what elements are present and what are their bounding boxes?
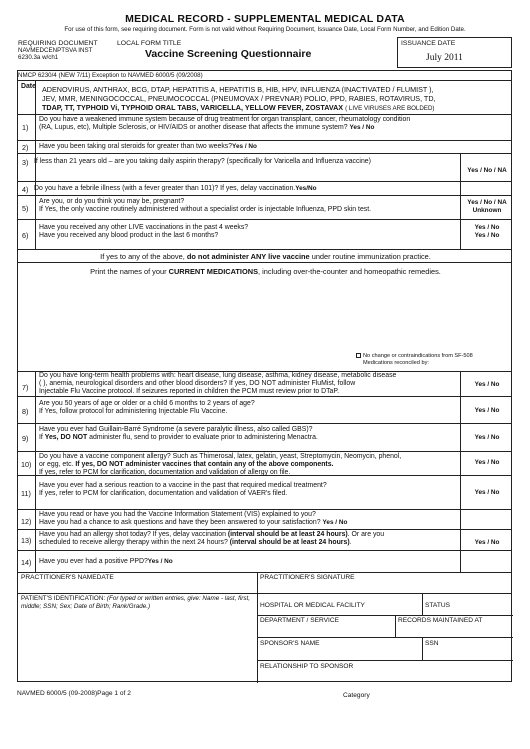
q13-line1: [39, 531, 459, 539]
q6-answer-line1: Yes / No: [474, 224, 500, 231]
records-maintained-label: RECORDS MAINTAINED AT: [398, 617, 483, 624]
q6-answer[interactable]: [461, 224, 513, 240]
vaccine-list-line2: JEV, MMR, MENINGOCOCCAL, PNEUMOCOCCAL (PNEUMOVAX / PREVNAR) POLIO, PPD, RABIES, ROTAVIRUS, TD,: [42, 94, 436, 103]
q6-line1: Have you received any other LIVE vaccinations in the past 4 weeks?: [39, 224, 249, 231]
q2-answer[interactable]: Yes / No: [232, 143, 257, 150]
sponsor-name-label: SPONSOR'S NAME: [260, 640, 320, 647]
medications-reconciled: [356, 353, 473, 367]
q9-line2-pre: If: [39, 434, 45, 441]
q9-answer[interactable]: Yes / No: [474, 434, 500, 441]
notice-bold: do not administer ANY live vaccine: [186, 252, 310, 261]
form-instruction: For use of this form, see requiring document. Form is not valid without Requiring Document, Issuance Date, Local Form Number, and Edition Date.: [64, 26, 466, 33]
q10-answer[interactable]: Yes / No: [474, 459, 500, 466]
q9-line1: Have you ever had Guillain-Barré Syndrome (a severe paralytic illness, also called GBS)?: [39, 426, 313, 433]
q1-line2: [39, 124, 459, 132]
q6-line2: Have you received any blood product in the last 6 months?: [39, 232, 219, 239]
q14-text: [39, 558, 173, 566]
q8-text: [39, 400, 459, 416]
q13-line2-pre: scheduled to receive allergy therapy within the next 24 hours?: [39, 539, 230, 546]
q9-line2-post: administer flu, send to provider to evaluate prior to administering Menactra.: [87, 434, 318, 441]
live-virus-note: ( LIVE VIRUSES ARE BOLDED): [345, 105, 435, 112]
q1-text: [39, 116, 459, 132]
q10-number: 10): [21, 460, 32, 469]
ssn-label: SSN: [425, 640, 439, 647]
q12-line2-text: Have you had a chance to ask questions and have they been answered to your satisfaction?: [39, 519, 321, 526]
q13-line1-bold: (interval should be at least 24 hours): [227, 531, 348, 538]
category-label: Category: [343, 692, 370, 699]
form-number: NAVMED 6000/5 (09-2008): [17, 690, 98, 697]
q5-answer-line1: Yes / No / NA: [467, 199, 507, 206]
questionnaire-title: Vaccine Screening Questionnaire: [145, 48, 312, 60]
q12-answer[interactable]: Yes / No: [322, 519, 348, 526]
q13-line1-pre: Have you had an allergy shot today? If yes, delay vaccination: [39, 531, 228, 538]
q12-line2: [39, 519, 459, 527]
q13-line1-post: . Or are you: [347, 531, 385, 538]
q1-answer[interactable]: Yes / No: [349, 124, 375, 131]
hospital-label: HOSPITAL OR MEDICAL FACILITY: [260, 602, 365, 609]
live-vaccine-notice: [18, 253, 513, 261]
notice-post: under routine immunization practice.: [309, 252, 431, 261]
q11-number: 11): [21, 489, 31, 498]
q13-line2-post: .: [349, 539, 352, 546]
requiring-document-line3: 6230.3a w/ch1: [18, 54, 59, 61]
q2-number: 2): [22, 143, 29, 152]
meds-post: , including over-the-counter and homeopathic remedies.: [258, 267, 441, 276]
vaccine-list-line3-row: [42, 103, 512, 113]
meds-pre: Print the names of your: [90, 267, 169, 276]
q8-answer[interactable]: Yes / No: [474, 407, 500, 414]
q6-answer-line2: Yes / No: [474, 232, 500, 239]
nmcp-reference: NMCP 6230/4 (NEW 7/11) Exception to NAVMED 6000/5 (09/2008): [18, 72, 203, 79]
q13-line2: [39, 539, 459, 547]
no-change-row: [356, 353, 473, 360]
no-change-label: No change or contraindications from SF-508: [363, 353, 473, 359]
q5-line2: If Yes, the only vaccine routinely administered without a specialist order is injectable Influenza, PPD skin test.: [39, 206, 372, 213]
reconciled-by-label: Medications reconciled by:: [363, 360, 429, 366]
q13-number: 13): [21, 536, 32, 545]
q13-text: [39, 531, 459, 547]
patient-id-hint: (For typed or written entries, give: Name - last, first, middle; SSN; Sex; Date of Birth; Rank/Grade.): [21, 595, 250, 610]
q7-line3: Injectable Flu Vaccine protocol. If seizures reported in children the PCM must review prior to DTaP.: [39, 388, 340, 395]
form-footer: [17, 690, 131, 697]
q14-answer[interactable]: Yes / No: [147, 558, 173, 565]
vaccine-list: [42, 85, 512, 113]
notice-pre: If yes to any of the above,: [100, 252, 187, 261]
q10-text: [39, 453, 459, 477]
q11-text: [39, 482, 459, 498]
q6-number: 6): [22, 231, 29, 240]
local-form-title-label: LOCAL FORM TITLE: [117, 40, 182, 47]
q9-line2-bold: Yes, DO NOT: [44, 434, 88, 441]
q9-text: [39, 426, 459, 442]
q14-number: 14): [21, 558, 32, 567]
no-change-checkbox[interactable]: [356, 353, 361, 358]
issuance-date-label: ISSUANCE DATE: [401, 40, 456, 47]
q8-line1: Are you 50 years of age or older or a child 6 months to 2 years of age?: [39, 400, 255, 407]
q8-number: 8): [22, 407, 29, 416]
page-number: Page 1 of 2: [97, 690, 131, 697]
department-label: DEPARTMENT / SERVICE: [260, 617, 340, 624]
q13-line2-bold: (interval should be at least 24 hours): [229, 539, 350, 546]
q5-number: 5): [22, 204, 29, 213]
q10-line2-pre: or egg, etc.: [39, 461, 76, 468]
q5-answer[interactable]: [461, 199, 513, 215]
vaccine-list-line3: TDAP, TT, TYPHOID Vi, TYPHOID ORAL TABS, VARICELLA, YELLOW FEVER, ZOSTAVAX: [42, 103, 344, 112]
q4-answer[interactable]: Yes/No: [295, 185, 317, 192]
q11-line1: Have you ever had a serious reaction to a vaccine in the past that required medical treatment?: [39, 482, 327, 489]
q11-line2: If yes, refer to PCM for clarification, documentation and validation of VAER's filed.: [39, 490, 288, 497]
q4-line1: Do you have a febrile illness (with a fever greater than 101)? If yes, delay vaccination.: [34, 185, 296, 192]
q9-number: 9): [22, 434, 29, 443]
vaccine-list-line1: ADENOVIRUS, ANTHRAX, BCG, DTAP, HEPATITIS A, HEPATITIS B, HIB, HPV, INFLUENZA (INACTIVATED / FLUMIST ),: [42, 85, 434, 94]
q14-line1: Have you ever had a positive PPD?: [39, 558, 148, 565]
q5-answer-line2: Unknown: [472, 207, 502, 214]
q10-line2-bold: If yes, DO NOT administer vaccines that contain any of the above components.: [75, 461, 334, 468]
requiring-document-line2: NAVMEDCENPTSVA INST: [18, 47, 93, 54]
date-label: Date: [21, 83, 36, 90]
issuance-date-value: July 2011: [426, 53, 463, 63]
q7-answer[interactable]: Yes / No: [474, 381, 500, 388]
relationship-label: RELATIONSHIP TO SPONSOR: [260, 663, 354, 670]
issuance-date-box: [397, 37, 512, 68]
q4-text: [34, 185, 317, 193]
q9-line2: [39, 434, 459, 442]
practitioner-name-label: PRACTITIONER'S NAMEDATE: [21, 574, 114, 581]
questionnaire-grid: [17, 70, 512, 682]
q6-text: [39, 224, 459, 240]
q7-text: [39, 372, 459, 396]
q13-answer[interactable]: Yes / No: [474, 539, 500, 546]
q3-answer[interactable]: Yes / No / NA: [467, 167, 507, 174]
q2-text: [39, 143, 257, 151]
status-label: STATUS: [425, 602, 451, 609]
q5-text: [39, 198, 459, 214]
q7-line1: Do you have long-term health problems with: heart disease, lung disease, asthma, kidney disease, metabolic disease: [39, 372, 397, 379]
form-title: MEDICAL RECORD - SUPPLEMENTAL MEDICAL DATA: [125, 13, 405, 25]
q5-line1: Are you, or do you think you may be, pregnant?: [39, 198, 185, 205]
q8-line2: If Yes, follow protocol for administering Injectable Flu Vaccine.: [39, 408, 228, 415]
patient-identification: [21, 595, 251, 610]
practitioner-signature-label: PRACTITIONER'S SIGNATURE: [260, 574, 355, 581]
q12-line1: Have you read or have you had the Vaccine Information Statement (VIS) explained to you?: [39, 511, 316, 518]
q7-line2: ( ), anemia, neurological disorders and other blood disorders? If yes, DO NOT administer FluMist, follow: [39, 380, 356, 387]
q10-line1: Do you have a vaccine component allergy? Such as Thimerosal, latex, gelatin, yeast, Streptomycin, Neomycin, phenol,: [39, 453, 402, 460]
q2-line1: Have you been taking oral steroids for greater than two weeks?: [39, 143, 233, 150]
requiring-document: [18, 40, 98, 61]
q3-text: If less than 21 years old – are you taking daily aspirin therapy? (specifically for Varicella and Influenza vaccine): [34, 158, 371, 165]
q1-number: 1): [22, 123, 29, 132]
meds-bold: CURRENT MEDICATIONS: [168, 267, 258, 276]
q4-number: 4): [22, 185, 29, 194]
q11-answer[interactable]: Yes / No: [474, 489, 500, 496]
q10-line3: If yes, refer to PCM for clarification, documentation and validation of allergy on file.: [39, 469, 291, 476]
q1-line2-text: (RA, Lupus, etc), Multiple Sclerosis, or HIV/AIDS or another disease that affects the immune system?: [39, 124, 348, 131]
q10-line2: [39, 461, 459, 469]
q12-text: [39, 511, 459, 527]
q3-number: 3): [22, 158, 29, 167]
medications-prompt: [18, 268, 513, 276]
q1-line1: Do you have a weakened immune system because of drug treatment for organ transplant, cancer, rheumatology condition: [39, 116, 411, 123]
q7-number: 7): [22, 383, 29, 392]
patient-id-label: PATIENT'S IDENTIFICATION:: [21, 595, 106, 602]
requiring-document-label: REQUIRING DOCUMENT: [18, 40, 98, 47]
q12-number: 12): [21, 517, 32, 526]
